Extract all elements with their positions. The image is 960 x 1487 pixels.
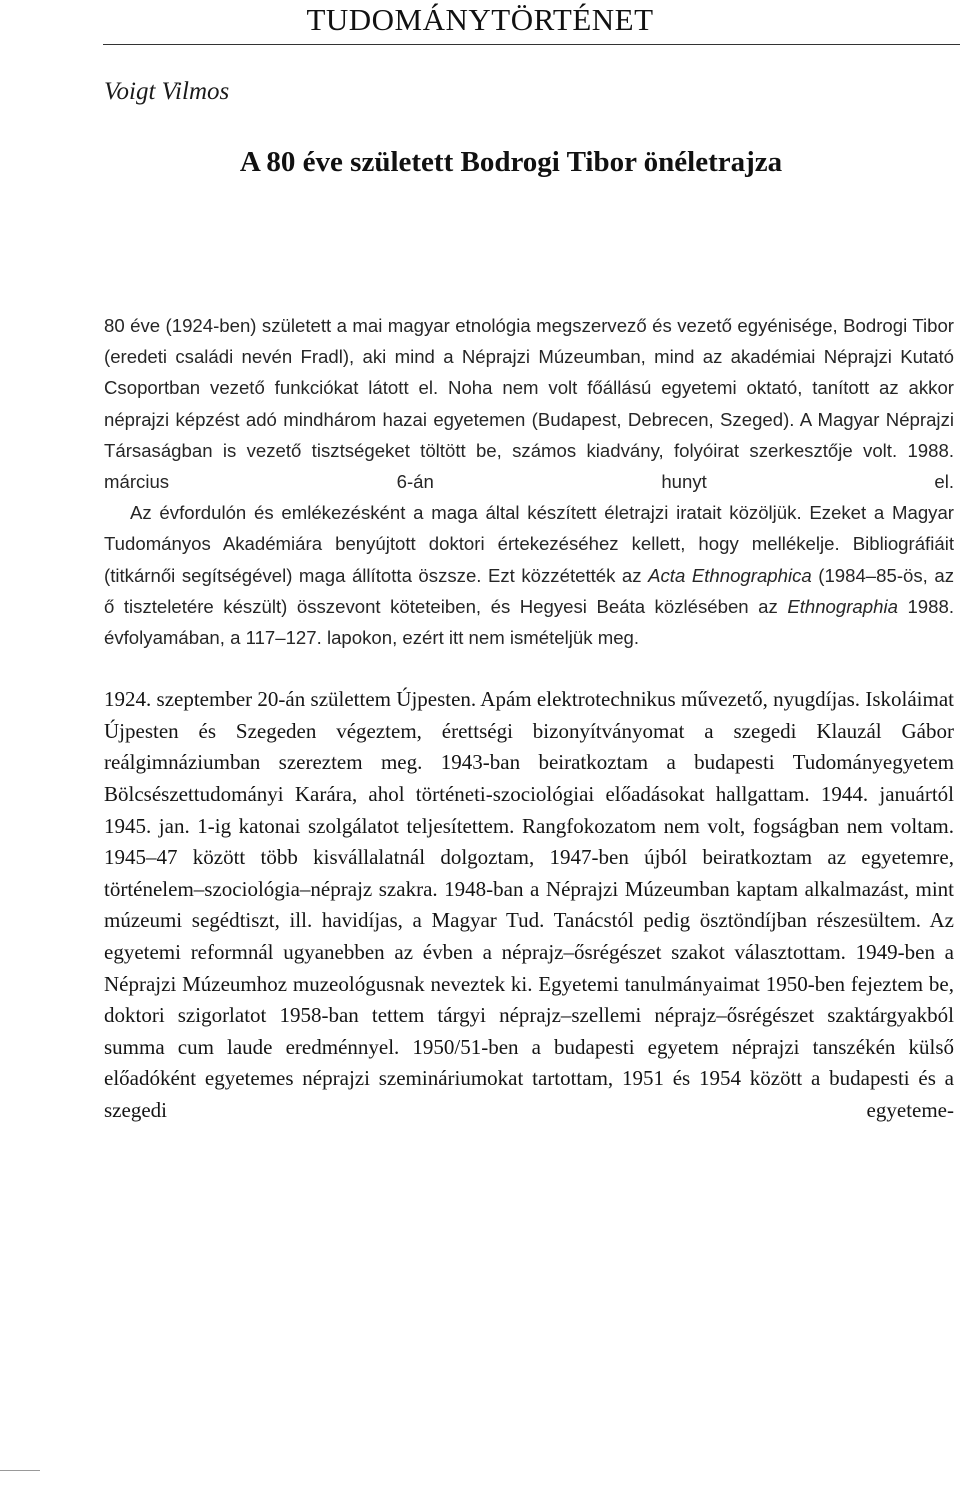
intro-p2-text-b: (1984–85-ös, az ő tiszteletére készült) összevont köteteiben, és Hegyesi Beáta közlésében az bbox=[104, 564, 954, 617]
article-body bbox=[104, 310, 954, 1127]
bio-paragraph-1: 1924. szeptember 20-án születtem Újpesten. Apám elektrotechnikus művezető, nyugdíjas. Iskoláimat Újpesten és Szegeden végeztem, érettségi bizonyítványomat a szegedi Klauzál Gábor reálgimnáziumban szereztem meg. 1943-ban beiratkoztam a budapesti Tudományegyetem Bölcsészettudományi Karára, ahol történeti-szociológiai előadásokat hallgattam. 1944. januártól 1945. jan. 1-ig katonai szolgálatot teljesítettem. Rangfokozatom nem volt, fogságban nem voltam. 1945–47 között több kisvállalatnál dolgoztam, 1947-ben újból beiratkoztam az egyetemre, történelem–szociológia–néprajz szakra. 1948-ban a Néprajzi Múzeumban kaptam alkalmazást, mint múzeumi segédtiszt, ill. havidíjas, a Magyar Tud. Tanácstól pedig ösztöndíjban részesültem. Az egyetemi reformnál ugyanebben az évben a néprajz–ősrégészet szakot választottam. 1949-ben a Néprajzi Múzeumhoz muzeológusnak neveztek ki. Egyetemi tanulmányaimat 1950-ben fejeztem be, doktori szigorlatot 1958-ban tettem tárgyi néprajz–szellemi néprajz–ősrégészet szaktárgyakból summa cum laude eredménnyel. 1950/51-ben a budapesti egyetem néprajzi tanszékén külső előadóként egyetemes néprajzi szemináriumokat tartottam, 1951 és 1954 között a budapesti és a szegedi egyeteme- bbox=[104, 687, 954, 1122]
author-name: Voigt Vilmos bbox=[104, 78, 230, 105]
intro-p2-text-a: Az évfordulón és emlékezésként a maga által készített életrajzi iratait közöljük. Ezeket a Magyar Tudományos Akadémiára benyújtott doktori értekezéséhez kellett, hogy mellékelje. Bibliográfiáit (titkárnői segítségével) maga állította öszsze. Ezt közzétették az bbox=[104, 502, 954, 586]
article-title: A 80 éve született Bodrogi Tibor önéletrajza bbox=[239, 146, 783, 178]
page-edge-mark bbox=[0, 1470, 40, 1471]
journal-title-acta: Acta Ethnographica bbox=[648, 564, 812, 586]
running-head: TUDOMÁNYTÖRTÉNET bbox=[306, 2, 654, 37]
intro-p2-text-c: 1988. évfolyamában, a 117–127. lapokon, ezért itt nem ismételjük meg. bbox=[104, 595, 954, 649]
autobiography bbox=[104, 684, 954, 1126]
header-rule bbox=[103, 44, 960, 45]
introduction bbox=[104, 310, 954, 653]
intro-paragraph-1: 80 éve (1924-ben) született a mai magyar etnológia megszervező és vezető egyénisége, Bodrogi Tibor (eredeti családi nevén Fradl), aki mind a Néprajzi Múzeumban, mind az akadémiai Néprajzi Kutató Csoportban vezető funkciókat látott el. Noha nem volt főállású egyetemi oktató, tanított az akkor néprajzi képzést adó mindhárom hazai egyetemen (Budapest, Debrecen, Szeged). A Magyar Néprajzi Társaságban is vezető tisztségeket töltött be, számos kiadvány, folyóirat szerkesztője volt. 1988. március 6-án hunyt el. bbox=[104, 315, 954, 493]
intro-paragraph-2 bbox=[104, 497, 954, 653]
journal-title-ethnographia: Ethnographia bbox=[787, 595, 898, 617]
